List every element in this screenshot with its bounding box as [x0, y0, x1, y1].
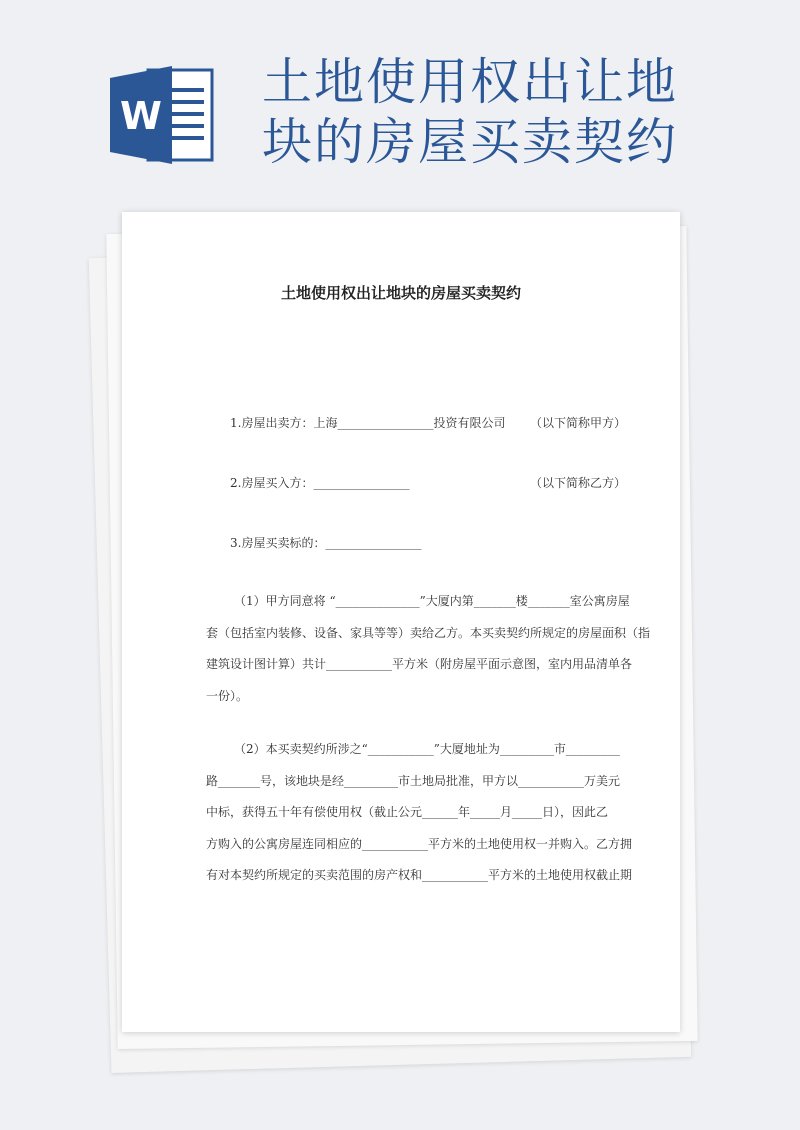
paragraph-2-line: 有对本契约所规定的买卖范围的房产权和___________平方米的土地使用权截止期: [206, 868, 633, 882]
word-document-icon: [110, 66, 216, 164]
paragraph-2-line: （2）本买卖契约所涉之“___________”大厦地址为_________市_________: [234, 742, 620, 756]
banner-title: [262, 52, 792, 172]
banner-title-line-1: 土地使用权出让地: [262, 53, 678, 111]
document-title: 土地使用权出让地块的房屋买卖契约: [280, 284, 521, 302]
item-buyer-note: （以下简称乙方）: [530, 476, 627, 490]
document-page: [122, 212, 680, 1032]
paragraph-1-line: 建筑设计图计算）共计___________平方米（附房屋平面示意图，室内用品清单各: [206, 657, 633, 671]
paragraph-1: [206, 586, 651, 712]
item-subject: 3.房屋买卖标的：________________: [230, 536, 422, 550]
paragraph-1-line: 套（包括室内装修、设备、家具等等）卖给乙方。本买卖契约所规定的房屋面积（指: [206, 625, 651, 640]
paragraph-2-line: 路_______号，该地块是经_________市土地局批准，甲方以___________万美元: [206, 773, 621, 788]
banner: [0, 0, 800, 200]
paragraph-1-line: 一份）。: [206, 688, 249, 703]
banner-title-line-2: 块的房屋买卖契约: [262, 113, 678, 171]
item-buyer: 2.房屋买入方：________________: [230, 476, 410, 490]
svg-text:W: W: [120, 94, 162, 138]
paragraph-1-line: （1）甲方同意将 “______________”大厦内第_______楼_______室公寓房屋: [234, 594, 630, 608]
paragraph-2-line: 中标，获得五十年有偿使用权（截止公元______年_____月_____日），因此乙: [206, 805, 609, 819]
paragraph-2: [206, 734, 646, 892]
item-seller: 1.房屋出卖方：上海________________投资有限公司: [230, 416, 506, 430]
paragraph-2-line: 方购入的公寓房屋连同相应的___________平方米的土地使用权一并购入。乙方拥: [206, 836, 633, 851]
item-seller-note: （以下简称甲方）: [530, 416, 627, 430]
